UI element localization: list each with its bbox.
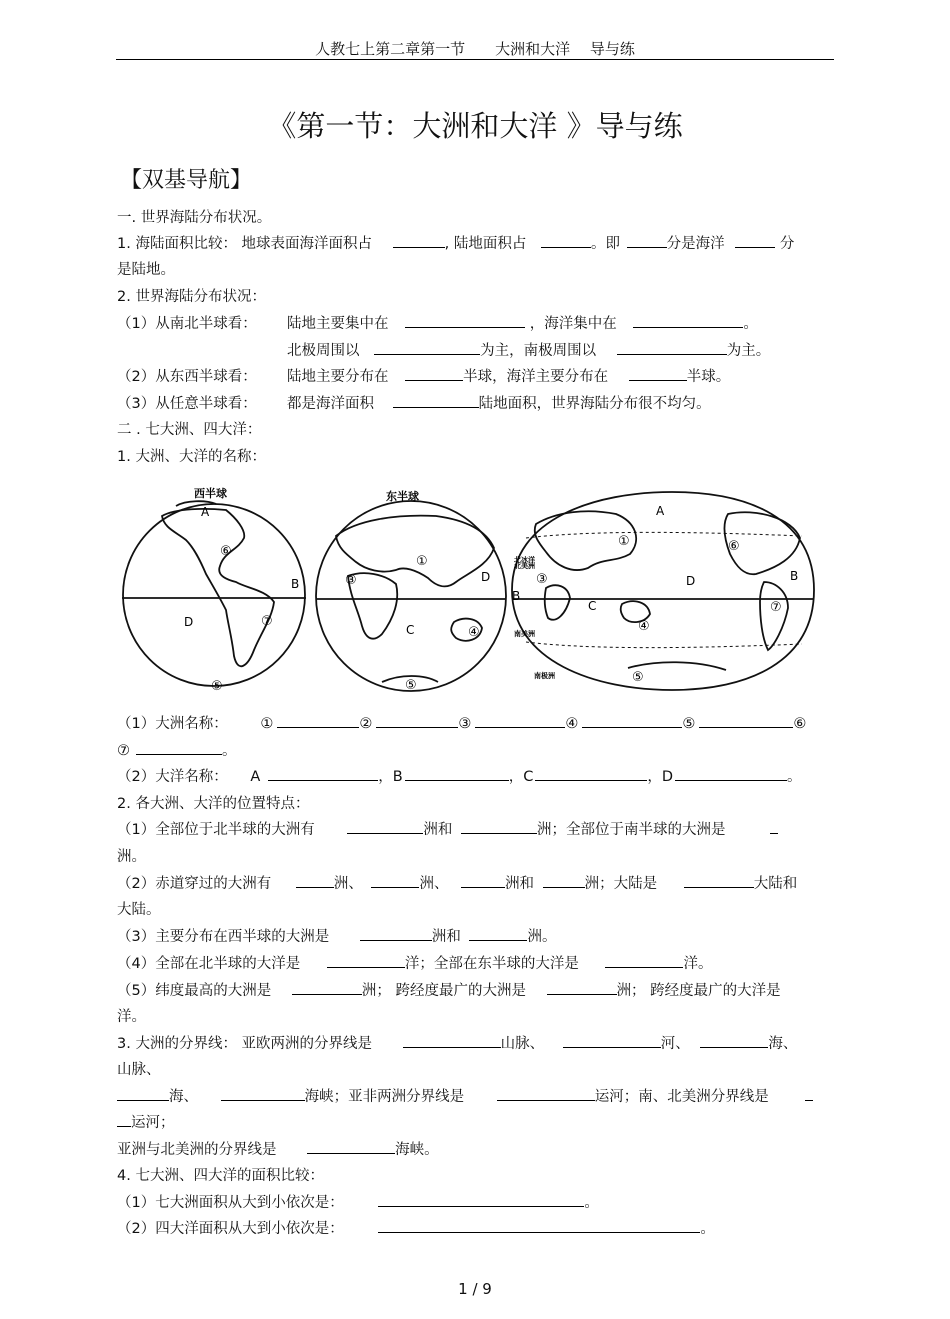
text: 洲；大陆是 (584, 876, 658, 892)
blank[interactable] (136, 740, 222, 755)
map-mark-3: ③ (345, 573, 357, 588)
q3-line3 (117, 1086, 813, 1108)
text: A (250, 769, 261, 785)
q2-l5 (117, 980, 781, 1002)
text: 海峡。 (395, 1142, 439, 1158)
blank[interactable] (617, 340, 727, 355)
east-map-title: 东半球 (386, 490, 419, 503)
blank[interactable] (374, 340, 480, 355)
q4-l1 (117, 1192, 599, 1214)
blank[interactable] (268, 766, 378, 781)
map-mark-5-east: ⑤ (405, 678, 417, 693)
q3-line2: 山脉、 (117, 1062, 161, 1078)
blank[interactable] (700, 1033, 768, 1048)
q1-text-b: , 陆地面积占 (444, 236, 527, 252)
text: 运河； (131, 1115, 175, 1131)
text: （5）纬度最高的大洲是 (117, 983, 272, 999)
blank[interactable] (376, 713, 458, 728)
text: ⑥ (793, 716, 807, 732)
q2-row3-label: （3）从任意半球看： (117, 396, 257, 412)
q4-l2 (117, 1218, 715, 1240)
blank[interactable] (378, 1192, 584, 1207)
map-mark-6: ⑥ (220, 544, 232, 559)
text: 运河；南、北美洲分界线是 (594, 1089, 769, 1105)
blank[interactable] (371, 873, 419, 888)
q2-row1b (287, 340, 770, 362)
text: 都是海洋面积 (287, 396, 374, 412)
q2-l5-cont: 洋。 (117, 1009, 146, 1025)
text: 洋；全部在东半球的大洋是 (404, 956, 579, 972)
text: 山脉、 (500, 1036, 545, 1052)
map-mark-5: ⑤ (211, 679, 223, 694)
map-mark-a-world: A (656, 504, 665, 518)
q3-line4 (117, 1112, 175, 1134)
text: ，D (647, 769, 674, 785)
continents-line (117, 713, 806, 735)
blank[interactable] (393, 393, 479, 408)
q4-heading: 4. 七大洲、四大洋的面积比较： (117, 1168, 324, 1184)
part2-q2-heading: 2. 各大洲、大洋的位置特点： (117, 796, 310, 812)
text: 洲、 (419, 876, 449, 892)
q2-row3 (287, 393, 711, 415)
text: 。 (700, 1221, 715, 1237)
q2-l2 (117, 873, 797, 895)
q1-line-cont: 是陆地。 (117, 262, 175, 278)
map-mark-b: B (291, 577, 300, 591)
blank[interactable] (277, 713, 359, 728)
map-mark-d-east: D (481, 570, 491, 584)
blank[interactable] (307, 1139, 395, 1154)
blank[interactable] (582, 713, 682, 728)
world-maps-figure (116, 478, 816, 700)
text: （1）七大洲面积从大到小依次是： (117, 1195, 344, 1211)
text: 海、 (768, 1036, 798, 1052)
text: 洲。 (527, 929, 557, 945)
text: （3）主要分布在西半球的大洲是 (117, 929, 330, 945)
western-hemisphere-map (122, 501, 306, 686)
map-mark-d: D (184, 615, 194, 629)
text: 陆地面积，世界海陆分布很不均匀。 (478, 396, 711, 412)
world-label-antarctica: 南极洲 (534, 672, 555, 680)
blank[interactable] (633, 313, 743, 328)
q3-line5 (117, 1139, 439, 1161)
q1-text-e: 分 (779, 236, 795, 252)
map-mark-1-world: ① (618, 534, 630, 549)
q2-heading: 2. 世界海陆分布状况： (117, 289, 266, 305)
blank[interactable] (360, 926, 432, 941)
text: 洲和 (431, 929, 461, 945)
text: ⑤ (682, 716, 696, 732)
world-label-na: 北美洲 (514, 562, 535, 570)
blank[interactable] (405, 366, 463, 381)
q2-row2-label: （2）从东西半球看： (117, 369, 257, 385)
text: 洲和 (423, 822, 453, 838)
map-mark-1: ① (416, 554, 428, 569)
blank[interactable] (393, 233, 445, 248)
text: 海峡；亚非两洲分界线是 (304, 1089, 465, 1105)
text: （2）四大洋面积从大到小依次是： (117, 1221, 344, 1237)
map-mark-b-world-right: B (790, 569, 799, 583)
blank[interactable] (675, 766, 787, 781)
q2-row1-label: （1）从南北半球看： (117, 316, 257, 332)
blank[interactable] (629, 366, 687, 381)
world-label-arctic: 北冰洋 (514, 556, 535, 564)
text: （2）赤道穿过的大洲有 (117, 876, 272, 892)
text: ① (260, 716, 274, 732)
blank[interactable] (535, 766, 647, 781)
text: ，B (378, 769, 403, 785)
text: 半球，海洋主要分布在 (463, 369, 609, 385)
page-number: 1 / 9 (458, 1280, 492, 1298)
text: 。 (787, 769, 802, 785)
text: 洋。 (683, 956, 713, 972)
map-mark-4: ④ (468, 625, 480, 640)
text: 洲和 (505, 876, 535, 892)
blank[interactable] (770, 819, 778, 834)
text: ⑦ (117, 743, 130, 759)
world-map (512, 492, 814, 690)
continents-line-cont (117, 740, 237, 762)
q1-line (117, 233, 794, 255)
q1-text-c: 。即 (591, 236, 620, 252)
q2-row2 (287, 366, 730, 388)
map-mark-c-world: C (588, 599, 597, 613)
q2-l3 (117, 926, 556, 948)
text: 半球。 (686, 369, 731, 385)
blank[interactable] (292, 980, 362, 995)
blank[interactable] (605, 953, 683, 968)
oceans-line (117, 766, 802, 788)
q1-text-a: 1. 海陆面积比较： 地球表面海洋面积占 (117, 236, 373, 252)
blank[interactable] (296, 873, 334, 888)
text: 大陆和 (753, 876, 798, 892)
page-title: 《第一节：大洲和大洋 》导与练 (267, 109, 683, 143)
blank[interactable] (461, 873, 505, 888)
blank[interactable] (684, 873, 754, 888)
blank[interactable] (347, 819, 423, 834)
blank[interactable] (461, 819, 537, 834)
blank[interactable] (221, 1086, 305, 1101)
text: 洲； 跨经度最广的大洲是 (361, 983, 526, 999)
world-label-sa: 南美洲 (514, 630, 535, 638)
map-mark-4-world: ④ (638, 619, 650, 634)
blank[interactable] (735, 233, 775, 248)
blank[interactable] (469, 926, 527, 941)
blank[interactable] (475, 713, 565, 728)
text: （1）大洲名称： (117, 716, 228, 732)
text: 洲、 (333, 876, 363, 892)
section-heading: 【双基导航】 (120, 168, 253, 193)
blank[interactable] (117, 1112, 131, 1127)
blank[interactable] (541, 233, 591, 248)
q1-text-d: 分是海洋 (666, 236, 725, 252)
text: （1）全部位于北半球的大洲有 (117, 822, 315, 838)
west-map-title: 西半球 (194, 487, 227, 500)
text: 河、 (660, 1036, 690, 1052)
blank[interactable] (627, 233, 667, 248)
text: 为主，南极周围以 (480, 343, 597, 359)
text: ② (359, 716, 373, 732)
map-mark-c: C (406, 623, 415, 637)
text: ，海洋集中在 (529, 316, 617, 332)
part1-heading: 一. 世界海陆分布状况。 (117, 210, 272, 226)
blank[interactable] (378, 1218, 700, 1233)
text: 北极周围以 (287, 343, 360, 359)
blank[interactable] (543, 873, 585, 888)
text: 亚洲与北美洲的分界线是 (117, 1142, 277, 1158)
blank[interactable] (497, 1086, 595, 1101)
part2-q1-heading: 1. 大洲、大洋的名称： (117, 449, 266, 465)
blank[interactable] (547, 980, 617, 995)
blank[interactable] (403, 1033, 501, 1048)
text: 陆地主要集中在 (287, 316, 389, 332)
text: （4）全部在北半球的大洋是 (117, 956, 301, 972)
eastern-hemisphere-map (316, 501, 506, 691)
text: 陆地主要分布在 (287, 369, 389, 385)
text: ④ (565, 716, 579, 732)
text: 。 (222, 743, 237, 759)
blank[interactable] (327, 953, 405, 968)
q2-l4 (117, 953, 712, 975)
text: 海、 (169, 1089, 198, 1105)
map-mark-3-world: ③ (536, 572, 548, 587)
blank[interactable] (117, 1086, 169, 1101)
text: 为主。 (726, 343, 771, 359)
text: ，C (508, 769, 534, 785)
blank[interactable] (405, 313, 525, 328)
blank[interactable] (699, 713, 793, 728)
map-mark-7: ⑦ (261, 614, 273, 629)
text: 。 (743, 316, 758, 332)
text: ③ (458, 716, 472, 732)
map-mark-b-world-left: B (512, 589, 521, 603)
q2-l1 (117, 819, 778, 841)
map-mark-6-world: ⑥ (728, 539, 740, 554)
q3-line1 (117, 1033, 797, 1055)
map-mark-5-world: ⑤ (632, 670, 644, 685)
part2-heading: 二 . 七大洲、四大洋： (117, 422, 262, 438)
text: 。 (584, 1195, 599, 1211)
text: （2）大洋名称： (117, 769, 228, 785)
q2-l1-cont: 洲。 (117, 849, 146, 865)
text: 3. 大洲的分界线： 亚欧两洲的分界线是 (117, 1036, 373, 1052)
map-mark-7-world: ⑦ (770, 600, 782, 615)
q2-row1 (287, 313, 758, 335)
running-header: 人教七上第二章第一节 大洲和大洋 导与练 (315, 40, 635, 58)
text: 洲；全部位于南半球的大洲是 (536, 822, 726, 838)
text: 洲； 跨经度最广的大洋是 (616, 983, 781, 999)
blank[interactable] (805, 1086, 813, 1101)
q2-l2-cont: 大陆。 (117, 902, 161, 918)
blank[interactable] (563, 1033, 661, 1048)
map-mark-d-world: D (686, 574, 696, 588)
map-mark-a: A (201, 505, 210, 519)
header-rule (116, 59, 834, 60)
blank[interactable] (405, 766, 509, 781)
